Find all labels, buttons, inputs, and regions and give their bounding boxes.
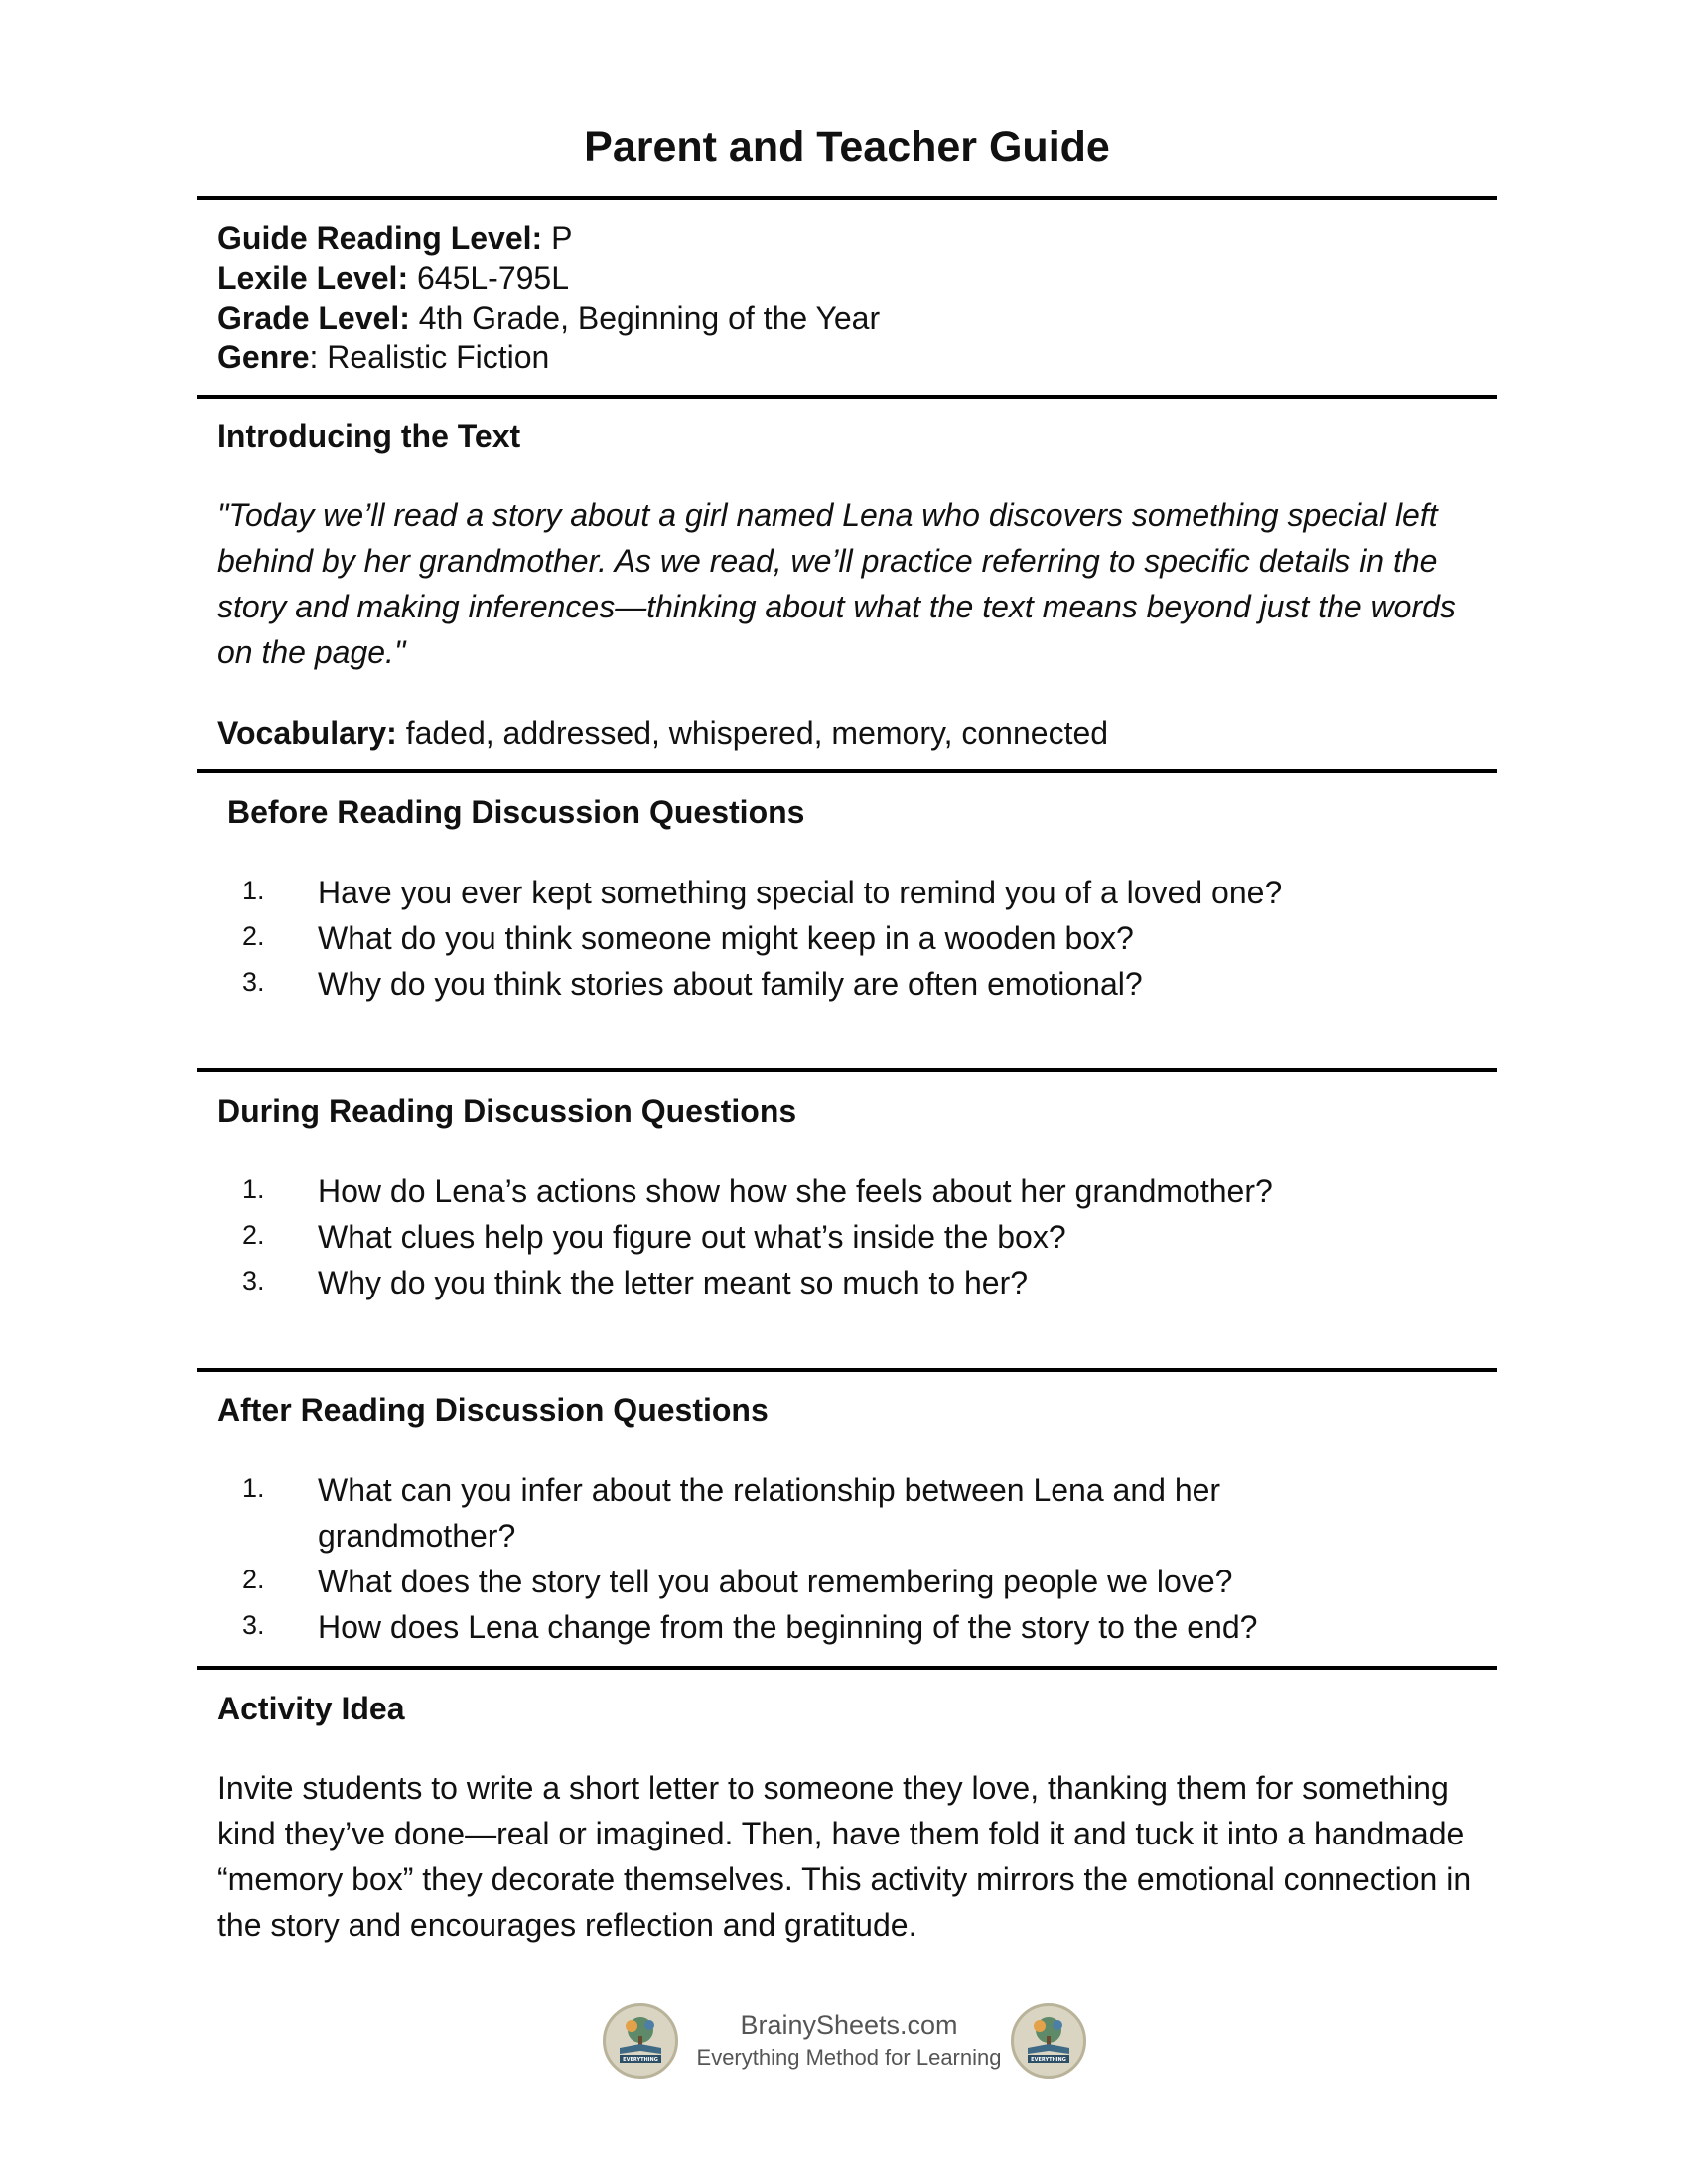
grade-level-value: 4th Grade, Beginning of the Year [409, 300, 881, 336]
footer-tagline: Everything Method for Learning [696, 2045, 1002, 2070]
after-question-3: How does Lena change from the beginning of the story to the end? [318, 1609, 1258, 1645]
during-question-2: What clues help you figure out what’s inside the box? [318, 1219, 1066, 1255]
lexile-level [217, 260, 569, 297]
during-question-3: Why do you think the letter meant so much to her? [318, 1265, 1029, 1300]
divider [197, 1368, 1497, 1372]
question-number: 2. [242, 921, 265, 951]
guide-reading-level-label: Guide Reading Level: [217, 220, 543, 256]
divider [197, 769, 1497, 773]
divider [197, 395, 1497, 399]
question-number: 3. [242, 967, 265, 997]
divider [197, 1068, 1497, 1072]
question-number: 3. [242, 1610, 265, 1640]
svg-text:EVERYTHING: EVERYTHING [623, 2057, 658, 2063]
logo-left [603, 2003, 678, 2079]
genre-value: : Realistic Fiction [309, 340, 550, 375]
before-question-3: Why do you think stories about family are often emotional? [318, 966, 1143, 1002]
guide-reading-level [217, 220, 572, 257]
during-reading-heading: During Reading Discussion Questions [217, 1093, 797, 1129]
genre [217, 340, 549, 376]
logo-right [1011, 2003, 1086, 2079]
before-question-1: Have you ever kept something special to remind you of a loved one? [318, 875, 1283, 910]
question-number: 2. [242, 1565, 265, 1594]
book-tree-icon [1014, 2006, 1083, 2076]
introducing-heading: Introducing the Text [217, 418, 521, 454]
question-number: 3. [242, 1266, 265, 1296]
svg-text:EVERYTHING: EVERYTHING [1031, 2057, 1066, 2063]
vocabulary [217, 715, 1108, 751]
during-question-1: How do Lena’s actions show how she feels about her grandmother? [318, 1173, 1273, 1209]
page-title: Parent and Teacher Guide [584, 123, 1110, 171]
lexile-level-value: 645L-795L [408, 260, 570, 296]
after-question-1: What can you infer about the relationship between Lena and her grandmother? [318, 1472, 1221, 1554]
footer-site: BrainySheets.com [740, 2010, 958, 2040]
grade-level [217, 300, 880, 337]
divider [197, 196, 1497, 200]
question-number: 2. [242, 1220, 265, 1250]
before-question-2: What do you think someone might keep in a wooden box? [318, 920, 1134, 956]
lexile-level-label: Lexile Level: [217, 260, 409, 296]
activity-heading: Activity Idea [217, 1691, 405, 1726]
question-number: 1. [242, 1473, 265, 1503]
vocabulary-words: faded, addressed, whispered, memory, connected [396, 715, 1109, 751]
activity-text: Invite students to write a short letter to someone they love, thanking them for something kind they’ve done—real or imagined. Then, have them fold it and tuck it into a handmade “memory box” they decorate themselves. This activity mirrors the emotional connection in the story and encourages reflection and gratitude. [217, 1770, 1472, 1943]
before-reading-heading: Before Reading Discussion Questions [227, 794, 805, 830]
question-number: 1. [242, 876, 265, 905]
book-tree-icon [606, 2006, 675, 2076]
vocabulary-label: Vocabulary: [217, 715, 397, 751]
after-reading-heading: After Reading Discussion Questions [217, 1392, 769, 1428]
question-number: 1. [242, 1174, 265, 1204]
divider [197, 1666, 1497, 1670]
genre-label: Genre [217, 340, 310, 375]
after-question-2: What does the story tell you about remembering people we love? [318, 1564, 1233, 1599]
guide-reading-level-value: P [542, 220, 573, 256]
introducing-quote: "Today we’ll read a story about a girl named Lena who discovers something special left behind by her grandmother. As we read, we’ll practice referring to specific details in the story and making inferences—thinking about what the text means beyond just the words on the page." [217, 497, 1456, 670]
grade-level-label: Grade Level: [217, 300, 410, 336]
